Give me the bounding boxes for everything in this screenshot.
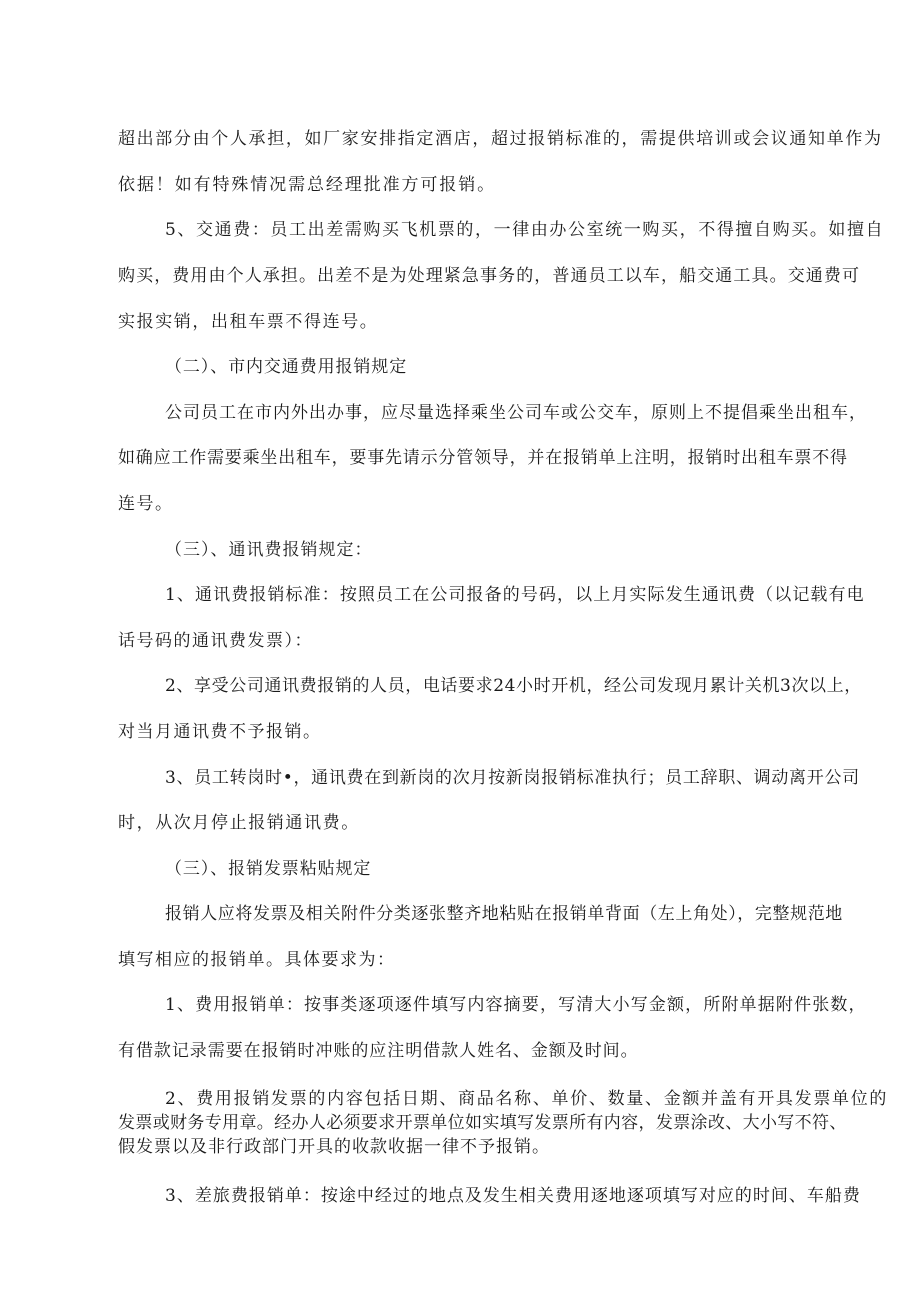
text-line: 公司员工在市内外出办事，应尽量选择乘坐公司车或公交车，原则上不提倡乘坐出租车，	[165, 403, 867, 423]
text-line: 实报实销，出租车票不得连号。	[118, 312, 379, 332]
text-line: 填写相应的报销单。具体要求为：	[118, 950, 396, 970]
text-line: 对当月通讯费不予报销。	[118, 722, 322, 742]
text-line: 3、员工转岗时•，通讯费在到新岗的次月按新岗报销标准执行；员工辞职、调动离开公司	[165, 768, 860, 788]
text-line: 假发票以及非行政部门开具的收款收据一律不予报销。	[118, 1137, 550, 1157]
text-line: 时，从次月停止报销通讯费。	[118, 813, 360, 833]
text-line: 2、享受公司通讯费报销的人员，电话要求24小时开机，经公司发现月累计关机3次以上，	[165, 676, 862, 696]
text-line: 依据！如有特殊情况需总经理批准方可报销。	[118, 175, 496, 195]
text-line: 5、交通费：员工出差需购买飞机票的，一律由办公室统一购买，不得擅自购买。如擅自	[165, 220, 885, 240]
text-line: 连号。	[118, 494, 174, 514]
text-line: 发票或财务专用章。经办人必须要求开票单位如实填写发票所有内容，发票涂改、大小写不符、	[118, 1113, 847, 1133]
text-line: 有借款记录需要在报销时冲账的应注明借款人姓名、金额及时间。	[118, 1041, 639, 1061]
text-line: 1、费用报销单：按事类逐项逐件填写内容摘要，写清大小写金额，所附单据附件张数，	[165, 995, 867, 1015]
text-line: 1、通讯费报销标准：按照员工在公司报备的号码，以上月实际发生通讯费（以记载有电	[165, 585, 865, 605]
section-heading: （三）、通讯费报销规定：	[165, 540, 373, 560]
text-line: 超出部分由个人承担，如厂家安排指定酒店，超过报销标准的，需提供培训或会议通知单作为	[118, 129, 883, 149]
text-line: 3、差旅费报销单：按途中经过的地点及发生相关费用逐地逐项填写对应的时间、车船费	[165, 1186, 861, 1206]
section-heading: （三）、报销发票粘贴规定	[165, 859, 372, 879]
text-line: 购买，费用由个人承担。出差不是为处理紧急事务的，普通员工以车，船交通工具。交通费可	[118, 266, 861, 286]
text-line: 如确应工作需要乘坐出租车，要事先请示分管领导，并在报销单上注明，报销时出租车票不得	[118, 448, 848, 468]
text-line: 话号码的通讯费发票）：	[118, 631, 313, 651]
text-line: 2、费用报销发票的内容包括日期、商品名称、单价、数量、金额并盖有开具发票单位的	[165, 1089, 889, 1109]
section-heading: （二）、市内交通费用报销规定	[165, 357, 408, 377]
text-line: 报销人应将发票及相关附件分类逐张整齐地粘贴在报销单背面（左上角处），完整规范地	[165, 904, 843, 924]
